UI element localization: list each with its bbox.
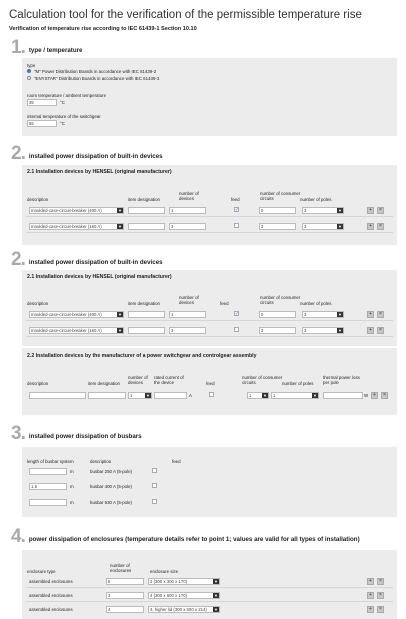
chevron-down-icon: ▼ <box>118 328 122 333</box>
table-row <box>26 309 393 321</box>
feed-checkbox[interactable] <box>209 392 214 397</box>
delete-row-button[interactable]: × <box>377 311 384 318</box>
internal-temperature-label: internal temperature of the switchgear <box>27 114 101 119</box>
col-description: description <box>27 381 49 386</box>
section-4-header: 4 . power dissipation of enclosures (temperature details refer to point 1; values are valid for all types of installation) <box>11 526 360 547</box>
chevron-down-icon: ▼ <box>263 393 267 398</box>
room-temperature-label: room temperature / ambient temperature <box>27 93 107 98</box>
poles-select[interactable]: 1 ▼ <box>271 392 319 399</box>
feed-checkbox[interactable]: ✓ <box>235 311 240 317</box>
busbar-description: busbar 250 A (5-pole) <box>90 469 132 474</box>
enclosure-size-select[interactable]: 2 (300 x 300 x 170) ▼ <box>148 578 220 585</box>
col-number-of-poles: number of poles <box>300 197 332 202</box>
radio-m-boards[interactable] <box>27 69 31 73</box>
enclosure-type: assembled enclosures <box>29 579 73 584</box>
feed-checkbox[interactable] <box>152 483 157 488</box>
poles-select[interactable]: 3 ▼ <box>302 327 344 334</box>
add-row-button[interactable]: + <box>371 392 378 399</box>
devices-input[interactable]: 1 <box>169 311 206 318</box>
subsection-title: 2.1 Installation devices by HENSEL (original manufacturer) <box>27 274 172 280</box>
feed-checkbox[interactable] <box>152 468 157 473</box>
consumer-circuits-select[interactable]: 1 ▼ <box>247 392 269 399</box>
col-consumer-circuits: number of consumer circuits <box>260 295 301 306</box>
radio-enystar-boards-label: "ENYSTAR" Distribution Boards in accordance with IEC 61439-3 <box>34 76 160 81</box>
section-number: 2 <box>11 249 22 270</box>
table-row <box>26 390 393 401</box>
section-2-header: 2 . installed power dissipation of built-in devices <box>11 249 163 270</box>
feed-checkbox[interactable] <box>234 327 239 332</box>
table-row <box>26 221 393 233</box>
chevron-down-icon: ▼ <box>146 393 150 398</box>
section-number: 1 <box>11 37 22 58</box>
col-rated-current: rated current of the device <box>154 375 184 386</box>
poles-select[interactable]: 3 ▼ <box>302 207 344 214</box>
section-title: installed power dissipation of built-in devices <box>28 259 163 266</box>
section-2-panel <box>22 165 397 245</box>
table-row <box>26 604 393 615</box>
chevron-down-icon: ▼ <box>338 312 342 317</box>
table-row <box>26 576 393 588</box>
unit-m: m <box>70 500 74 505</box>
busbar-length-input[interactable] <box>29 468 67 475</box>
table-row <box>26 590 393 602</box>
add-row-button[interactable]: + <box>367 327 374 334</box>
consumer-circuits-input[interactable]: 0 <box>259 311 296 318</box>
subsection-title: 2.2 Installation devices by the manufacturer of a power switchgear and controlgear assembly <box>27 353 257 359</box>
item-designation-input[interactable] <box>128 311 165 318</box>
device-select[interactable]: moulded-case-circuit-breaker (160 A) ▼ <box>29 223 124 230</box>
table-row <box>26 325 393 337</box>
col-number-of-devices: number of devices <box>179 191 199 202</box>
delete-row-button[interactable]: × <box>377 606 384 613</box>
section-3-header: 3 . installed power dissipation of busbars <box>11 423 142 444</box>
col-description: description <box>27 301 49 306</box>
add-row-button[interactable]: + <box>367 311 374 318</box>
section-title: installed power dissipation of busbars <box>28 433 142 440</box>
add-row-button[interactable]: + <box>367 606 374 613</box>
description-input[interactable] <box>29 392 86 399</box>
consumer-circuits-input[interactable]: 0 <box>259 207 296 214</box>
col-item-designation: item designation <box>88 381 120 386</box>
col-thermal-loss: thermal power loss per pole <box>323 375 360 386</box>
busbar-length-input[interactable] <box>29 499 67 506</box>
devices-input[interactable]: 3 <box>169 223 206 230</box>
col-enclosure-size: enclosure size <box>150 569 179 574</box>
delete-row-button[interactable]: × <box>377 327 384 334</box>
chevron-down-icon: ▼ <box>214 593 218 598</box>
page-subtitle: Verification of temperature rise according to IEC 61439-1 Section 10.10 <box>9 26 197 32</box>
chevron-down-icon: ▼ <box>313 393 317 398</box>
radio-enystar-boards[interactable] <box>27 76 31 80</box>
internal-temperature-input[interactable]: 55 <box>27 120 57 127</box>
unit-m: m <box>70 484 74 489</box>
table-row <box>26 497 393 508</box>
section-4-panel <box>22 550 397 619</box>
chevron-down-icon: ▼ <box>214 607 218 612</box>
col-number-of-devices: number of devices <box>179 295 199 306</box>
page-title: Calculation tool for the verification of the permissible temperature rise <box>9 9 362 21</box>
devices-input[interactable]: 1 <box>169 207 206 214</box>
poles-select[interactable]: 3 ▼ <box>302 223 344 230</box>
table-row <box>26 481 393 492</box>
add-row-button[interactable]: + <box>367 578 374 585</box>
col-feed: feed <box>206 381 215 386</box>
feed-checkbox[interactable] <box>152 499 157 504</box>
section-1-panel <box>22 58 397 136</box>
section-title: power dissipation of enclosures (temperature details refer to point 1; values are valid for all types of installation) <box>28 536 360 543</box>
item-designation-input[interactable] <box>128 327 165 334</box>
unit-m: m <box>70 469 74 474</box>
col-feed: feed <box>231 197 240 202</box>
section-1-header: 1 . type / temperature <box>11 37 83 58</box>
enclosure-count-input[interactable]: 4 <box>106 606 144 613</box>
chevron-down-icon: ▼ <box>338 208 342 213</box>
col-feed: feed <box>220 301 229 306</box>
col-number-of-poles: number of poles <box>300 301 332 306</box>
col-item-designation: item designation <box>128 197 160 202</box>
enclosure-count-input[interactable]: 3 <box>106 592 144 599</box>
col-length: length of busbar system <box>27 459 74 464</box>
section-title: installed power dissipation of built-in devices <box>28 153 163 160</box>
section-title: type / temperature <box>28 47 83 54</box>
enclosure-type: assembled enclosures <box>29 607 73 612</box>
section-number: 4 <box>11 526 22 547</box>
table-row <box>26 466 393 477</box>
feed-checkbox[interactable]: ✓ <box>235 207 240 213</box>
type-label: type <box>27 63 36 68</box>
section-number: 2 <box>11 143 22 164</box>
unit-a: A <box>189 393 192 398</box>
section-2-header: 2 . installed power dissipation of built-in devices <box>11 143 163 164</box>
table-row <box>26 205 393 217</box>
delete-row-button[interactable]: × <box>381 392 388 399</box>
consumer-circuits-input[interactable]: 3 <box>259 223 296 230</box>
thermal-loss-input[interactable] <box>323 392 363 399</box>
enclosure-size-select[interactable]: 4, higher lid (300 x 600 x 214) ▼ <box>148 606 220 613</box>
delete-row-button[interactable]: × <box>377 578 384 585</box>
col-item-designation: item designation <box>128 301 160 306</box>
chevron-down-icon: ▼ <box>214 579 218 584</box>
chevron-down-icon: ▼ <box>338 224 342 229</box>
poles-select[interactable]: 3 ▼ <box>302 311 344 318</box>
chevron-down-icon: ▼ <box>118 224 122 229</box>
col-consumer-circuits: number of consumer circuits <box>260 191 301 202</box>
col-description: description <box>27 197 49 202</box>
device-select[interactable]: moulded-case-circuit-breaker (400 A) ▼ <box>29 311 124 318</box>
col-description: description <box>90 459 112 464</box>
col-number-of-poles: number of poles <box>282 381 314 386</box>
col-number-of-devices: number of devices <box>128 375 148 386</box>
enclosure-count-input[interactable]: 6 <box>106 578 144 585</box>
devices-select[interactable]: 1 ▼ <box>128 392 152 399</box>
section-number: 3 <box>11 423 22 444</box>
enclosure-size-select[interactable]: 4 (300 x 600 x 170) ▼ <box>148 592 220 599</box>
feed-checkbox[interactable] <box>234 223 239 228</box>
delete-row-button[interactable]: × <box>377 207 384 214</box>
device-select[interactable]: moulded-case-circuit-breaker (160 A) ▼ <box>29 327 124 334</box>
col-number-of-enclosures: number of enclosures <box>110 563 132 574</box>
chevron-down-icon: ▼ <box>118 208 122 213</box>
enclosure-type: assembled enclosures <box>29 593 73 598</box>
col-feed: feed <box>172 459 181 464</box>
item-designation-input[interactable] <box>128 223 165 230</box>
busbar-length-input[interactable]: 1,5 <box>29 483 67 490</box>
section-2-panel-extended <box>22 270 397 415</box>
unit-label: °C <box>60 100 65 105</box>
busbar-description: busbar 400 A (5-pole) <box>90 484 132 489</box>
device-select[interactable]: moulded-case-circuit-breaker (400 A) ▼ <box>29 207 124 214</box>
delete-row-button[interactable]: × <box>377 223 384 230</box>
item-designation-input[interactable] <box>88 392 126 399</box>
subsection-title: 2.1 Installation devices by HENSEL (original manufacturer) <box>27 169 172 175</box>
unit-label: °C <box>60 121 65 126</box>
add-row-button[interactable]: + <box>367 592 374 599</box>
radio-m-boards-label: "M" Power Distribution Boards in accordance with IEC 61439-2 <box>34 69 157 74</box>
section-3-panel <box>22 447 397 517</box>
room-temperature-input[interactable]: 35 <box>27 99 57 106</box>
divider <box>22 346 397 348</box>
delete-row-button[interactable]: × <box>377 592 384 599</box>
chevron-down-icon: ▼ <box>338 328 342 333</box>
unit-w: W <box>364 393 369 398</box>
devices-input[interactable]: 3 <box>169 327 206 334</box>
add-row-button[interactable]: + <box>367 223 374 230</box>
chevron-down-icon: ▼ <box>118 312 122 317</box>
col-enclosure-type: enclosure type <box>27 569 56 574</box>
col-consumer-circuits: number of consumer circuits <box>242 375 283 386</box>
consumer-circuits-input[interactable]: 3 <box>259 327 296 334</box>
rated-current-input[interactable] <box>154 392 187 399</box>
add-row-button[interactable]: + <box>367 207 374 214</box>
busbar-description: busbar 630 A (5-pole) <box>90 500 132 505</box>
item-designation-input[interactable] <box>128 207 165 214</box>
